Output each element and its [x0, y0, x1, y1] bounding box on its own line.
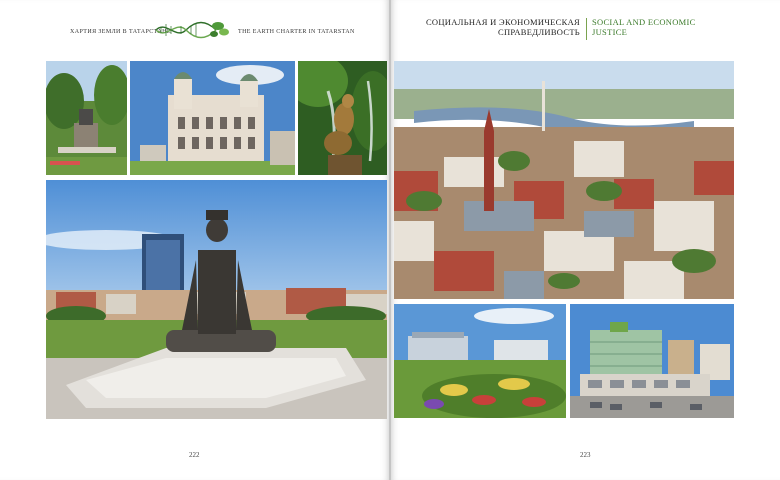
arena-flowerbed-photo	[394, 304, 566, 418]
statue-square-photo	[46, 180, 387, 419]
page-number-left: 222	[189, 451, 200, 459]
running-head-ru: ХАРТИЯ ЗЕМЛИ В ТАТАРСТАНЕ	[70, 29, 171, 35]
section-title-en: SOCIAL AND ECONOMIC JUSTICE	[592, 17, 696, 37]
left-page	[0, 0, 389, 480]
page-number-right: 223	[580, 451, 591, 459]
glass-office-building-photo	[570, 304, 734, 418]
fountain-sculpture-photo	[298, 61, 387, 175]
title-divider	[586, 18, 587, 40]
city-panorama-photo	[394, 61, 734, 299]
park-monument-photo	[46, 61, 127, 175]
dna-leaf-logo-icon	[152, 18, 232, 42]
section-title-ru: СОЦИАЛЬНАЯ И ЭКОНОМИЧЕСКАЯ СПРАВЕДЛИВОСТЬ	[425, 17, 580, 37]
running-head-en: THE EARTH CHARTER IN TATARSTAN	[238, 29, 355, 35]
mansion-photo	[130, 61, 295, 175]
